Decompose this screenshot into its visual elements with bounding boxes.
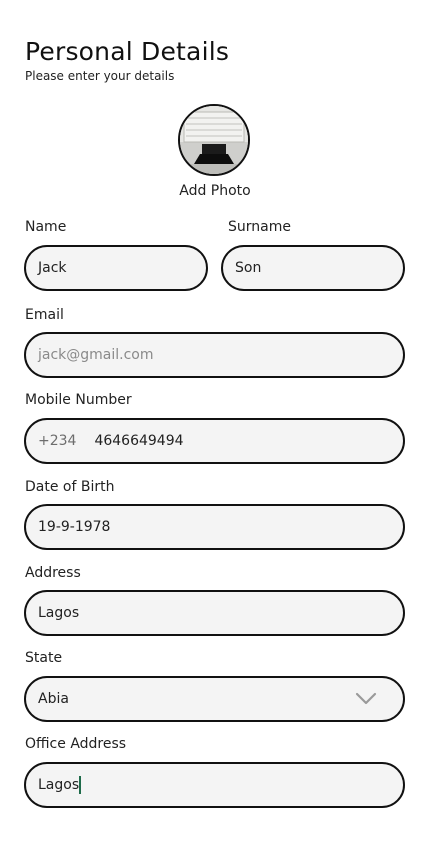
office-address-label: Office Address	[25, 736, 127, 752]
page-subtitle: Please enter your details	[25, 69, 175, 83]
office-address-value: Lagos	[38, 777, 80, 793]
address-value: Lagos	[38, 605, 80, 621]
name-label: Name	[25, 219, 67, 235]
dob-label: Date of Birth	[25, 479, 115, 495]
mobile-label: Mobile Number	[25, 392, 132, 408]
surname-label: Surname	[228, 219, 291, 235]
chevron-down-icon[interactable]	[355, 692, 377, 706]
mobile-field[interactable]	[24, 418, 405, 464]
name-value: Jack	[38, 260, 67, 276]
mobile-value: 4646649494	[94, 433, 184, 449]
address-field[interactable]	[24, 590, 405, 636]
dob-value: 19-9-1978	[38, 519, 111, 535]
email-placeholder: jack@gmail.com	[38, 347, 154, 363]
dob-field[interactable]	[24, 504, 405, 550]
name-field[interactable]	[24, 245, 208, 291]
add-photo-button[interactable]: Add Photo	[179, 183, 251, 199]
address-label: Address	[25, 565, 81, 581]
state-label: State	[25, 650, 63, 666]
surname-field[interactable]	[221, 245, 405, 291]
surname-value: Son	[235, 260, 262, 276]
office-address-field[interactable]	[24, 762, 405, 808]
state-value: Abia	[38, 691, 69, 707]
email-label: Email	[25, 307, 64, 323]
profile-photo-avatar[interactable]	[178, 104, 250, 176]
email-field[interactable]	[24, 332, 405, 378]
profile-photo-image	[180, 106, 248, 174]
text-cursor	[79, 776, 81, 794]
page-title: Personal Details	[25, 37, 230, 66]
state-select[interactable]	[24, 676, 405, 722]
country-code-prefix: +234	[38, 433, 77, 449]
